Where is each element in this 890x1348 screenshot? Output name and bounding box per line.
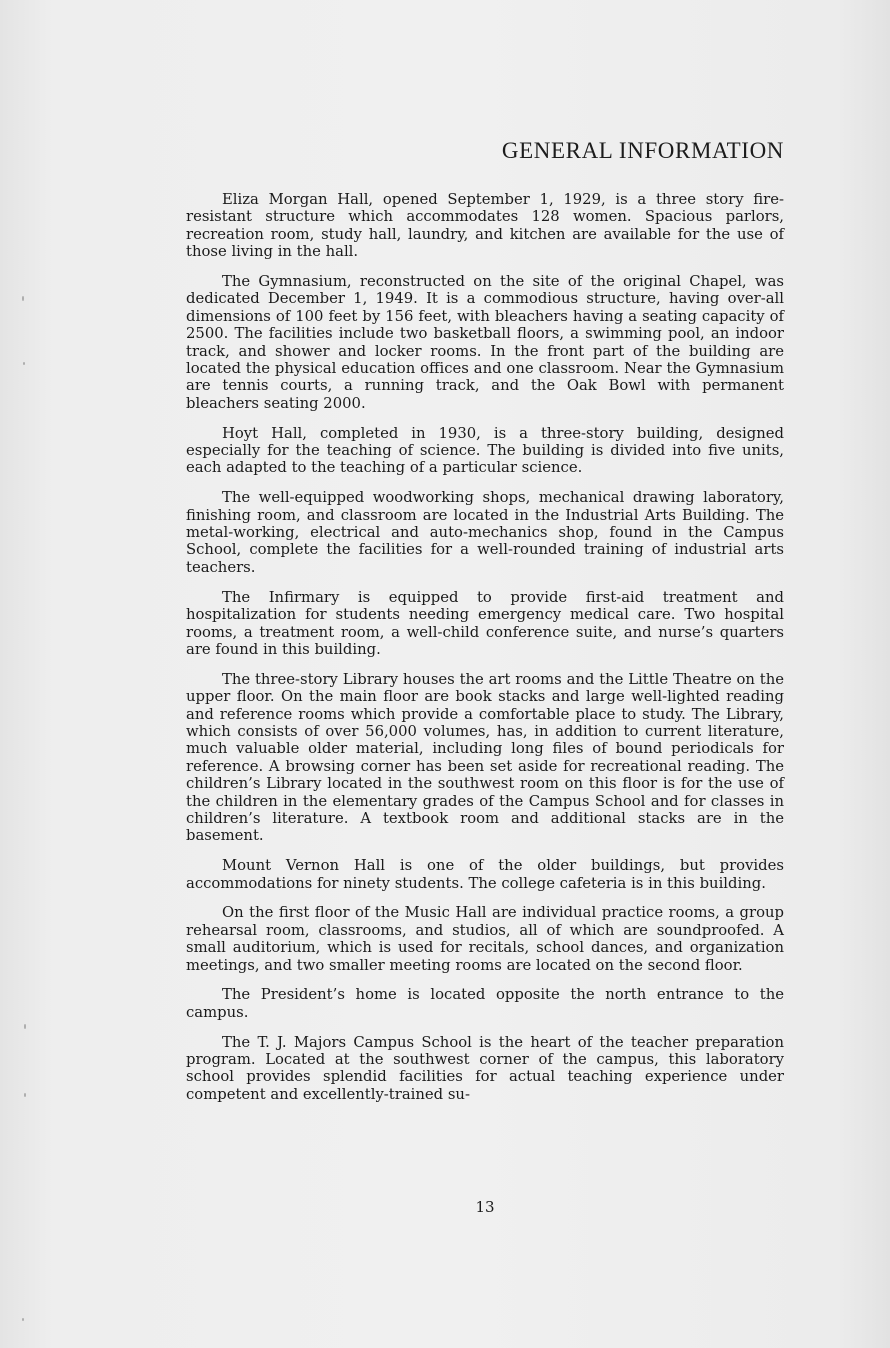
paragraph-campus-school: The T. J. Majors Campus School is the heart of the teacher preparation program. Located at the southwest corner of the campus, this laboratory school provides splendid facilities for actual teaching experience under competent and excellently-trained su- [186,1033,784,1103]
paragraph-gymnasium: The Gymnasium, reconstructed on the site of the original Chapel, was dedicated December 1, 1949. It is a commodious structure, having over-all dimensions of 100 feet by 156 feet, with bleachers having a seating capacity of 2500. The facilities include two basketball floors, a swimming pool, an indoor track, and shower and locker rooms. In the front part of the building are located the physical education offices and one classroom. Near the Gymnasium are tennis courts, a running track, and the Oak Bowl with permanent bleachers seating 2000. [186,273,784,412]
paragraph-eliza-morgan-hall: Eliza Morgan Hall, opened September 1, 1929, is a three story fire-resistant structure which accommodates 128 women. Spacious parlors, recreation room, study hall, laundry, and kitchen are available for the use of those living in the hall. [186,191,784,261]
paragraph-infirmary: The Infirmary is equipped to provide first-aid treatment and hospitalization for students needing emergency medical care. Two hospital rooms, a treatment room, a well-child conference suite, and nurse’s quarters are found in this building. [186,588,784,658]
paragraph-music-hall: On the first floor of the Music Hall are individual practice rooms, a group rehearsal room, classrooms, and studios, all of which are soundproofed. A small auditorium, which is used for recitals, school dances, and organization meetings, and two smaller meeting rooms are located on the second floor. [186,904,784,974]
paragraph-mount-vernon-hall: Mount Vernon Hall is one of the older buildings, but provides accommodations for ninety students. The college cafeteria is in this building. [186,857,784,892]
page-number: 13 [475,1198,495,1216]
paragraph-hoyt-hall: Hoyt Hall, completed in 1930, is a three-story building, designed especially for the teaching of science. The building is divided into five units, each adapted to the teaching of a particular science. [186,424,784,477]
scan-speck [24,1093,26,1097]
paragraph-industrial-arts: The well-equipped woodworking shops, mechanical drawing laboratory, finishing room, and classroom are located in the Industrial Arts Building. The metal-working, electrical and auto-mechanics shop, found in the Campus School, complete the facilities for a well-rounded training of industrial arts teachers. [186,489,784,576]
scan-speck [22,1318,24,1321]
scan-speck [24,1024,26,1029]
paragraph-library: The three-story Library houses the art rooms and the Little Theatre on the upper floor. On the main floor are book stacks and large well-lighted reading and reference rooms which provide a comfortable place to study. The Library, which consists of over 56,000 volumes, has, in addition to current literature, much valuable older material, including long files of bound periodicals for reference. A browsing corner has been set aside for recreational reading. The children’s Library located in the southwest room on this floor is for the use of the children in the elementary grades of the Campus School and for classes in children’s literature. A textbook room and additional stacks are in the basement. [186,670,784,845]
scan-speck [22,296,24,301]
page-header-title: GENERAL INFORMATION [501,138,784,163]
scan-speck [23,362,25,365]
paragraph-presidents-home: The President’s home is located opposite the north entrance to the campus. [186,986,784,1021]
body-text [186,191,784,1116]
